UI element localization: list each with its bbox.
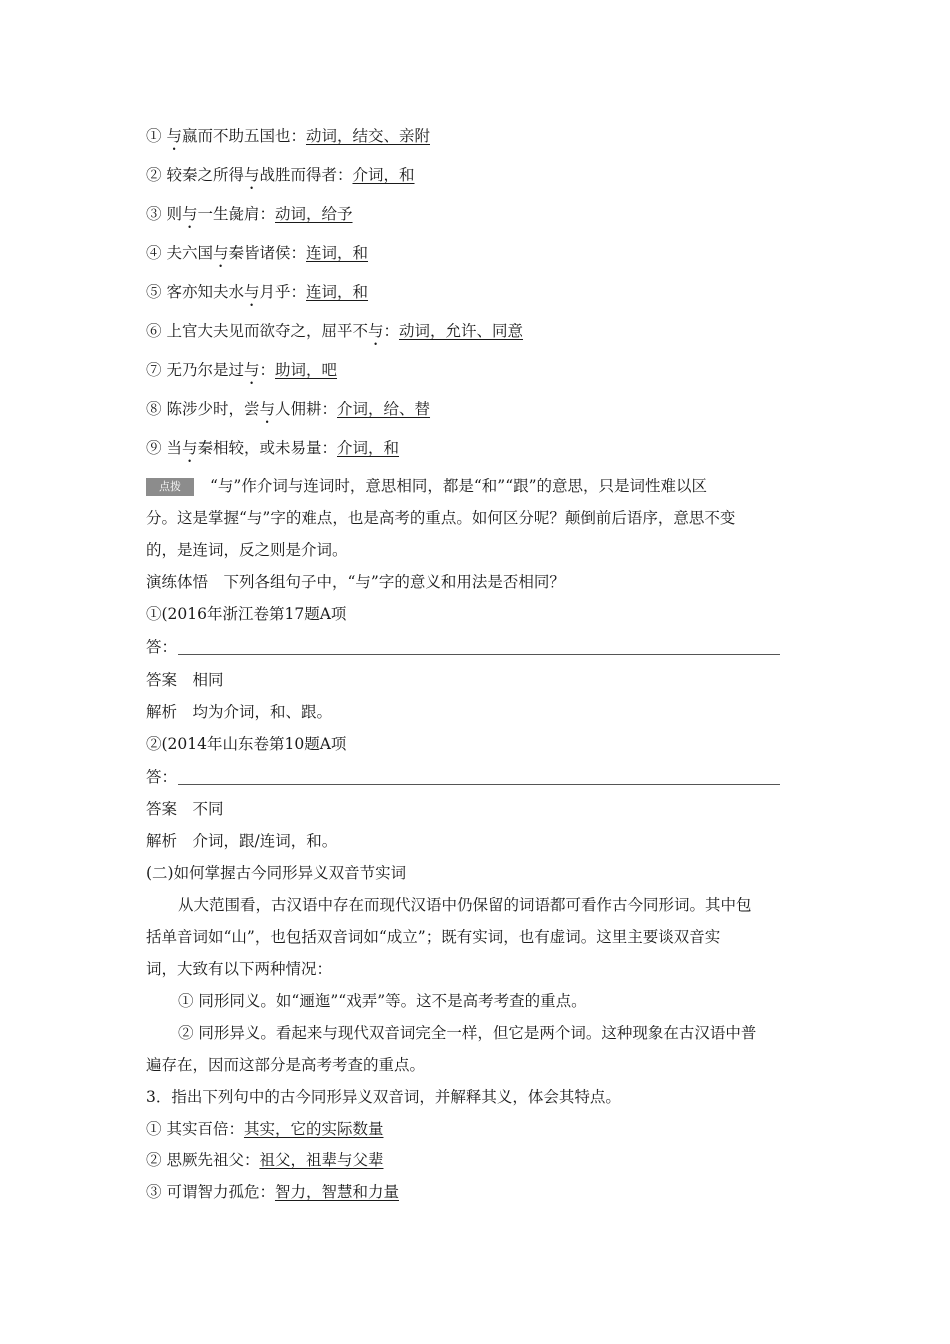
item-text: 上官大夫见而欲夺之，屈平不 (166, 322, 368, 340)
explanation-2: 解析 介词，跟/连词，和。 (146, 832, 338, 850)
emphasized-char: 与 (367, 322, 384, 340)
answer-label: 答： (146, 638, 178, 656)
item-answer: 祖父，祖辈与父辈 (259, 1151, 384, 1169)
item-text: 月乎： (259, 283, 306, 301)
emphasized-char: 与 (243, 361, 260, 379)
answer-label: 答： (146, 768, 178, 786)
list-item (146, 280, 368, 310)
item-number: ② (146, 1151, 162, 1169)
item-answer: 介词，和 (352, 166, 415, 184)
list-item (146, 319, 523, 349)
list-item (146, 1117, 383, 1139)
question-2: ②(2014年山东卷第10题A项 (146, 735, 347, 753)
item-number: ⑦ (146, 361, 162, 379)
item-number: ① (146, 127, 162, 145)
list-item (146, 202, 353, 232)
emphasized-char: 与 (259, 400, 275, 418)
item-answer: 连词，和 (306, 283, 369, 301)
paragraph-line: 遍存在，因而这部分是高考考查的重点。 (146, 1056, 426, 1074)
item-text: 战胜而得者： (259, 166, 353, 184)
item-number: ⑥ (146, 322, 162, 340)
paragraph-line: ① 同形同义。如“逦迤”“戏弄”等。这不是高考考查的重点。 (178, 992, 587, 1010)
item-text: 思厥先祖父： (166, 1151, 260, 1169)
list-item (146, 436, 399, 466)
item-answer: 连词，和 (306, 244, 369, 262)
item-number: ⑧ (146, 400, 162, 418)
item-answer: 助词，吧 (275, 361, 338, 379)
emphasized-char: 与 (212, 244, 229, 262)
item-number: ③ (146, 1183, 162, 1201)
practice-prompt: 演练体悟 下列各组句子中，“与”字的意义和用法是否相同？ (146, 573, 565, 591)
list-item (146, 1180, 399, 1202)
tip-line: 分。这是掌握“与”字的难点，也是高考的重点。如何区分呢？颠倒前后语序，意思不变 (146, 509, 736, 527)
list-item (146, 241, 368, 271)
item-text: 秦皆诸侯： (228, 244, 306, 262)
item-text: ： (383, 322, 399, 340)
item-answer: 动词，结交、亲附 (305, 127, 430, 145)
tip-badge: 点拨 (146, 478, 194, 496)
emphasized-char: 与 (243, 283, 260, 301)
paragraph-line: 从大范围看，古汉语中存在而现代汉语中仍保留的词语都可看作古今同形词。其中包 (178, 896, 752, 914)
item-text: 陈涉少时，尝 (166, 400, 260, 418)
item-text: 人佣耕： (274, 400, 337, 418)
item-text: 其实百倍： (166, 1120, 244, 1138)
item-answer: 智力，智慧和力量 (274, 1183, 399, 1201)
item-number: ② (146, 166, 162, 184)
item-answer: 其实，它的实际数量 (243, 1120, 384, 1138)
item-number: ④ (146, 244, 162, 262)
explanation-1: 解析 均为介词，和、跟。 (146, 703, 333, 721)
list-item (146, 397, 430, 427)
item-text: 较秦之所得 (166, 166, 244, 184)
item-text: 可谓智力孤危： (166, 1183, 275, 1201)
tip-line: 的，是连词，反之则是介词。 (146, 541, 348, 559)
item-number: ① (146, 1120, 162, 1138)
paragraph-line: 括单音词如“山”，也包括双音词如“成立”；既有实词，也有虚词。这里主要谈双音实 (146, 928, 721, 946)
item-text: 嬴而不助五国也： (181, 127, 306, 145)
emphasized-char: 与 (166, 127, 182, 145)
item-text: 一生彘肩： (197, 205, 275, 223)
item-number: ⑨ (146, 439, 162, 457)
list-item (146, 358, 337, 388)
item-text: 则 (166, 205, 182, 223)
item-answer: 动词，允许、同意 (399, 322, 524, 340)
item-answer: 动词，给予 (275, 205, 353, 223)
item-text: ： (259, 361, 275, 379)
question-1: ①(2016年浙江卷第17题A项 (146, 605, 347, 623)
item-text: 夫六国 (166, 244, 213, 262)
answer-1: 答案 相同 (146, 671, 224, 689)
item-text: 当 (166, 439, 182, 457)
answer-blank-1[interactable] (178, 654, 780, 655)
item-number: ③ (146, 205, 162, 223)
tip-line (146, 474, 707, 496)
answer-blank-2[interactable] (178, 784, 780, 785)
answer-2: 答案 不同 (146, 800, 224, 818)
paragraph-line: 词，大致有以下两种情况： (146, 960, 333, 978)
section-heading: (二)如何掌握古今同形异义双音节实词 (146, 864, 407, 882)
emphasized-char: 与 (243, 166, 260, 184)
item-number: ⑤ (146, 283, 162, 301)
list-item (146, 163, 415, 193)
item-answer: 介词，给、替 (337, 400, 431, 418)
item-text: 无乃尔是过 (166, 361, 244, 379)
item-answer: 介词，和 (337, 439, 400, 457)
paragraph-line: ② 同形异义。看起来与现代双音词完全一样，但它是两个词。这种现象在古汉语中普 (178, 1024, 757, 1042)
emphasized-char: 与 (181, 205, 198, 223)
list-item (146, 1148, 383, 1170)
task-line: 3．指出下列句中的古今同形异义双音词，并解释其义，体会其特点。 (146, 1088, 621, 1106)
tip-text: “与”作介词与连词时，意思相同，都是“和”“跟”的意思，只是词性难以区 (210, 477, 708, 495)
list-item (146, 124, 430, 154)
item-text: 秦相较，或未易量： (197, 439, 337, 457)
item-text: 客亦知夫水 (166, 283, 244, 301)
emphasized-char: 与 (181, 439, 198, 457)
